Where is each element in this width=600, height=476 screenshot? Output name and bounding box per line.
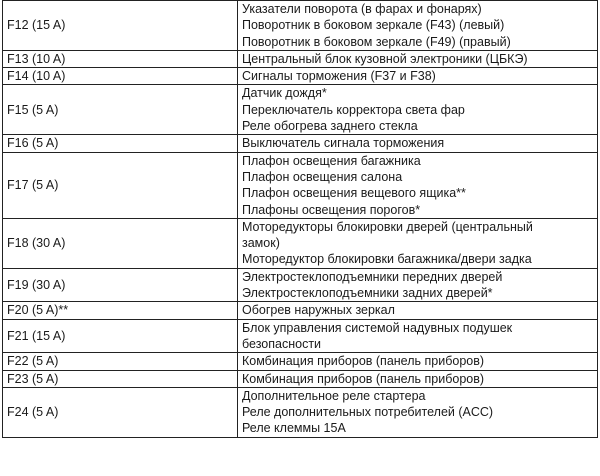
- description-cell: [238, 302, 598, 319]
- description-cell: [238, 353, 598, 370]
- description-line: Выключатель сигнала торможения: [242, 136, 445, 151]
- description-line: Электростеклоподъемники задних дверей*: [242, 286, 493, 301]
- table-row: [3, 85, 598, 135]
- fuse-cell: F14 (10 A): [3, 68, 238, 85]
- description-cell: [238, 387, 598, 437]
- description-line: Моторедукторы блокировки дверей (центральный: [242, 219, 533, 234]
- table-row: [3, 302, 598, 319]
- table-row: [3, 68, 598, 85]
- description-cell: [238, 135, 598, 152]
- description-line: Указатели поворота (в фарах и фонарях): [242, 2, 482, 16]
- description-line: Датчик дождя*: [242, 86, 327, 101]
- description-line: Дополнительное реле стартера: [242, 388, 426, 403]
- description-line: Моторедуктор блокировки багажника/двери задка: [242, 252, 532, 267]
- fuse-cell: F16 (5 A): [3, 135, 238, 152]
- table-row: [3, 135, 598, 152]
- description-cell: [238, 268, 598, 302]
- description-line: Комбинация приборов (панель приборов): [242, 371, 485, 386]
- fuse-cell: F12 (15 A): [3, 1, 238, 51]
- description-line: Сигналы торможения (F37 и F38): [242, 69, 436, 84]
- description-line: Центральный блок кузовной электроники (ЦБКЭ): [242, 51, 528, 66]
- description-line: Электростеклоподъемники передних дверей: [242, 269, 503, 284]
- table-row: [3, 353, 598, 370]
- fuse-cell: F19 (30 A): [3, 268, 238, 302]
- description-cell: [238, 50, 598, 67]
- description-cell: [238, 319, 598, 353]
- fuse-cell: F17 (5 A): [3, 152, 238, 218]
- table-row: [3, 1, 598, 51]
- description-line: Переключатель корректора света фар: [242, 102, 465, 117]
- description-cell: [238, 68, 598, 85]
- table-row: [3, 218, 598, 268]
- description-cell: [238, 152, 598, 218]
- fuse-cell: F20 (5 A)**: [3, 302, 238, 319]
- fuse-table-body: [3, 1, 598, 438]
- description-line: замок): [242, 236, 280, 251]
- description-line: Комбинация приборов (панель приборов): [242, 354, 485, 369]
- fuse-cell: F24 (5 A): [3, 387, 238, 437]
- description-line: Плафон освещения багажника: [242, 153, 421, 168]
- description-line: Обогрев наружных зеркал: [242, 303, 395, 318]
- description-cell: [238, 370, 598, 387]
- description-line: Плафон освещения салона: [242, 169, 403, 184]
- table-row: [3, 268, 598, 302]
- description-cell: [238, 218, 598, 268]
- description-line: Реле обогрева заднего стекла: [242, 119, 418, 134]
- description-line: Реле клеммы 15A: [242, 421, 346, 436]
- description-cell: [238, 1, 598, 51]
- fuse-table: [2, 0, 598, 438]
- description-line: Поворотник в боковом зеркале (F43) (левый): [242, 18, 505, 33]
- description-line: безопасности: [242, 336, 322, 351]
- table-row: [3, 387, 598, 437]
- fuse-cell: F18 (30 A): [3, 218, 238, 268]
- table-row: [3, 370, 598, 387]
- description-line: Блок управления системой надувных подушек: [242, 320, 513, 335]
- table-row: [3, 319, 598, 353]
- fuse-cell: F15 (5 A): [3, 85, 238, 135]
- fuse-cell: F21 (15 A): [3, 319, 238, 353]
- fuse-cell: F23 (5 A): [3, 370, 238, 387]
- description-line: Реле дополнительных потребителей (ACC): [242, 405, 494, 420]
- description-cell: [238, 85, 598, 135]
- description-line: Поворотник в боковом зеркале (F49) (правый): [242, 34, 511, 49]
- fuse-cell: F13 (10 A): [3, 50, 238, 67]
- table-row: [3, 50, 598, 67]
- description-line: Плафоны освещения порогов*: [242, 202, 421, 217]
- table-row: [3, 152, 598, 218]
- fuse-cell: F22 (5 A): [3, 353, 238, 370]
- description-line: Плафон освещения вещевого ящика**: [242, 186, 466, 201]
